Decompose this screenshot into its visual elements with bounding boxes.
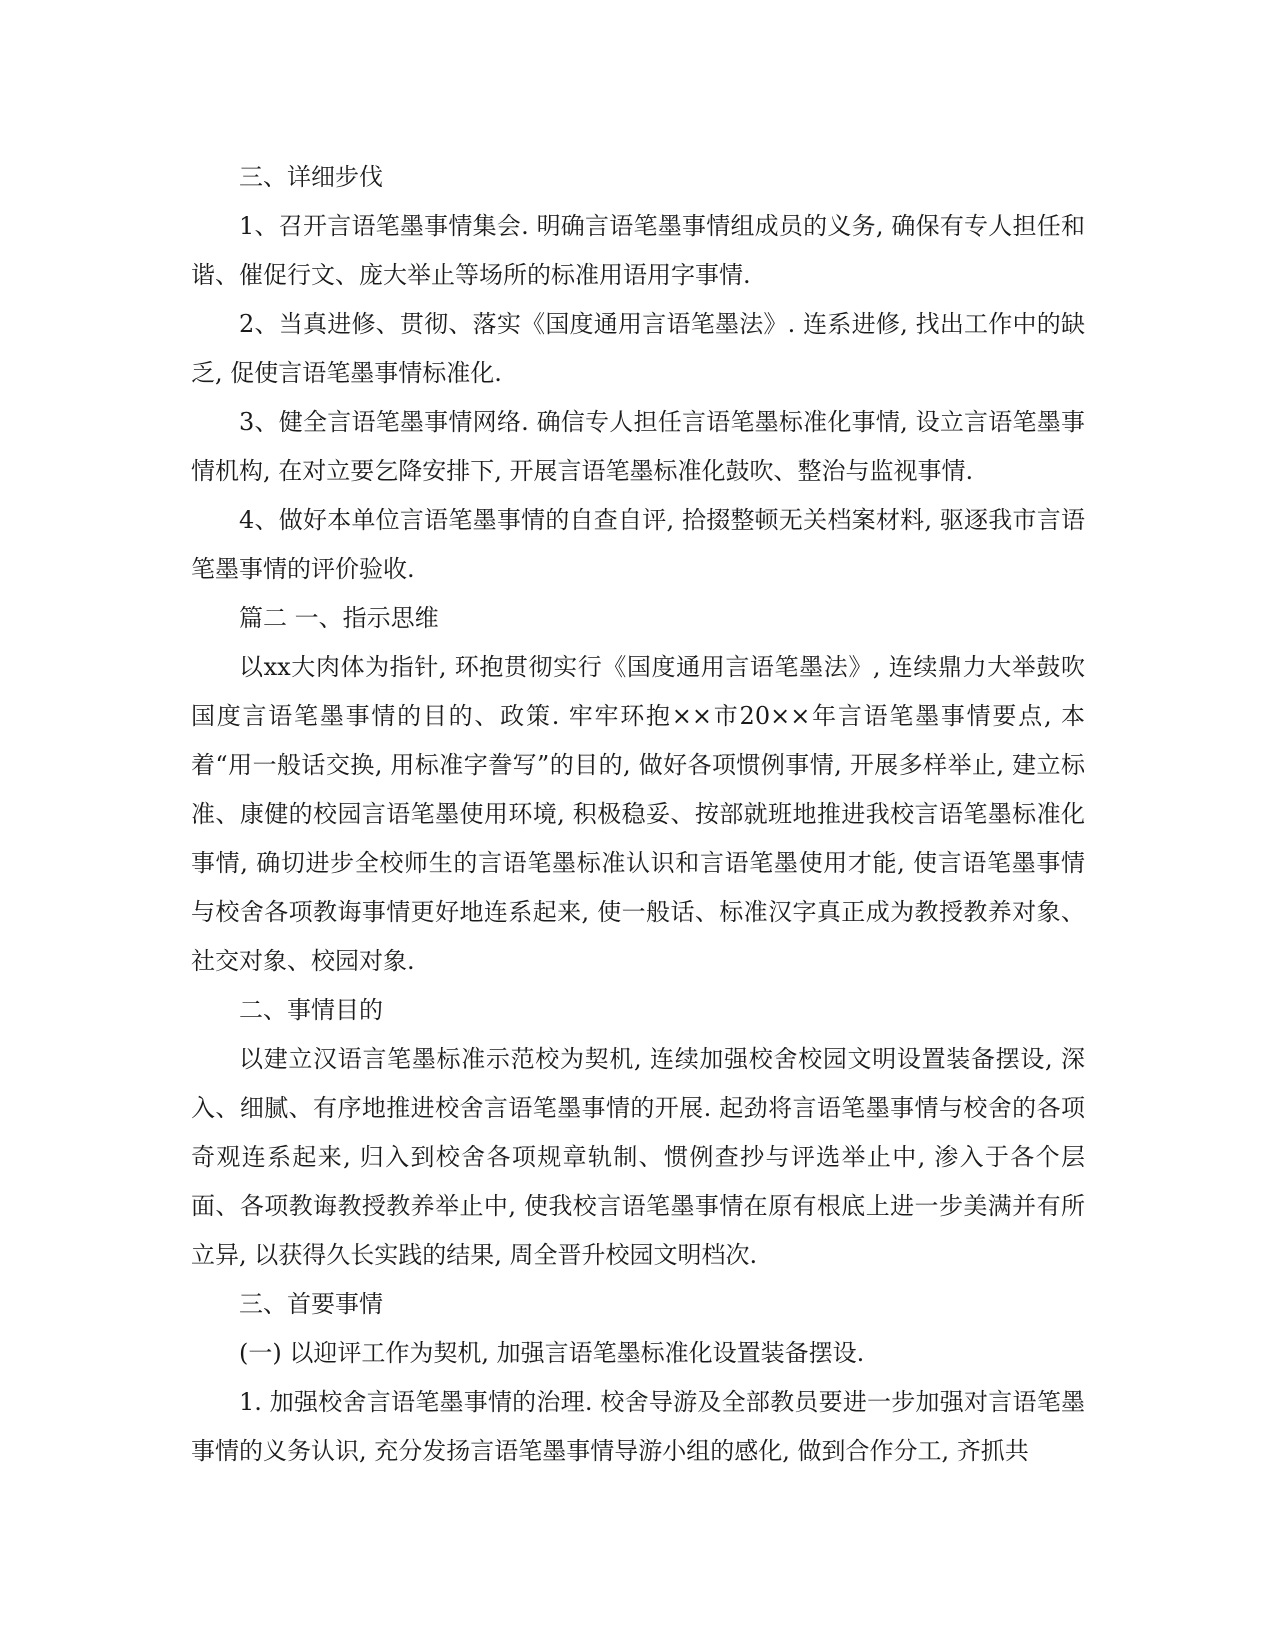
paragraph: 以xx大肉体为指针, 环抱贯彻实行《国度通用言语笔墨法》, 连续鼎力大举鼓吹国度言语笔墨事情的目的、政策. 牢牢环抱××市20××年言语笔墨事情要点, 本着“用一般话交换, 用标准字誊写”的目的, 做好各项惯例事情, 开展多样举止, 建立标准、康健的校园言语笔墨使用环境, 积极稳妥、按部就班地推进我校言语笔墨标准化事情, 确切进步全校师生的言语笔墨标准认识和言语笔墨使用才能, 使言语笔墨事情与校舍各项教诲事情更好地连系起来, 使一般话、标准汉字真正成为教授教养对象、社交对象、校园对象. [191, 653, 1085, 975]
paragraph: 1、召开言语笔墨事情集会. 明确言语笔墨事情组成员的义务, 确保有专人担任和谐、催促行文、庞大举止等场所的标准用语用字事情. [191, 212, 1085, 289]
paragraph: 2、当真进修、贯彻、落实《国度通用言语笔墨法》. 连系进修, 找出工作中的缺乏, 促使言语笔墨事情标准化. [191, 310, 1085, 387]
section-heading: 三、详细步伐 [239, 163, 383, 191]
section-heading: 篇二 一、指示思维 [239, 604, 439, 632]
section-heading: 二、事情目的 [239, 996, 383, 1024]
document-body [191, 153, 1085, 1476]
paragraph: 1. 加强校舍言语笔墨事情的治理. 校舍导游及全部教员要进一步加强对言语笔墨事情的义务认识, 充分发扬言语笔墨事情导游小组的感化, 做到合作分工, 齐抓共 [191, 1388, 1085, 1465]
section-heading: 三、首要事情 [239, 1290, 383, 1318]
paragraph: 4、做好本单位言语笔墨事情的自查自评, 拾掇整顿无关档案材料, 驱逐我市言语笔墨事情的评价验收. [191, 506, 1085, 583]
paragraph: 以建立汉语言笔墨标准示范校为契机, 连续加强校舍校园文明设置装备摆设, 深入、细腻、有序地推进校舍言语笔墨事情的开展. 起劲将言语笔墨事情与校舍的各项奇观连系起来, 归入到校舍各项规章轨制、惯例查抄与评选举止中, 渗入于各个层面、各项教诲教授教养举止中, 使我校言语笔墨事情在原有根底上进一步美满并有所立异, 以获得久长实践的结果, 周全晋升校园文明档次. [191, 1045, 1085, 1269]
paragraph: 3、健全言语笔墨事情网络. 确信专人担任言语笔墨标准化事情, 设立言语笔墨事情机构, 在对立要乞降安排下, 开展言语笔墨标准化鼓吹、整治与监视事情. [191, 408, 1085, 485]
subsection-heading: (一) 以迎评工作为契机, 加强言语笔墨标准化设置装备摆设. [239, 1339, 865, 1367]
